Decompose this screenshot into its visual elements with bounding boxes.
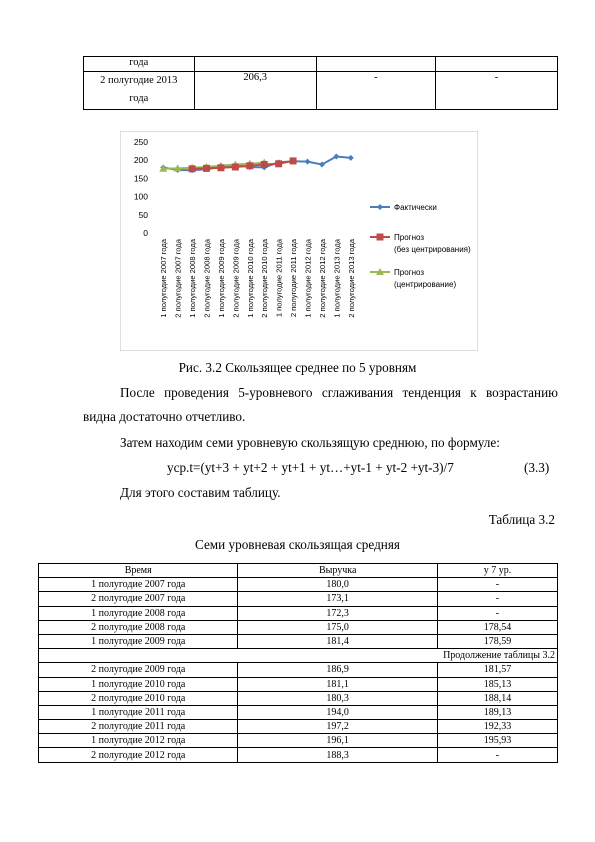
table-title: Семи уровневая скользящая средняя xyxy=(195,537,400,552)
moving-average-chart xyxy=(120,131,478,351)
data-point xyxy=(203,165,210,172)
table-row xyxy=(39,620,558,634)
column-header-time: Время xyxy=(39,564,238,578)
cell-ma7: - xyxy=(437,748,557,762)
cell-time: 1 полугодие 2007 года xyxy=(39,578,238,592)
cell-revenue: 181,4 xyxy=(238,634,437,648)
cell-time: 1 полугодие 2010 года xyxy=(39,677,238,691)
cell-ma7: 178,54 xyxy=(437,620,557,634)
x-tick-label: 2 полугодие 2012 года xyxy=(317,239,327,318)
data-point xyxy=(217,164,224,171)
table-row xyxy=(39,677,558,691)
cell-time: 2 полугодие 2007 года xyxy=(39,592,238,606)
cell-ma7: - xyxy=(437,578,557,592)
y-tick-label: 200 xyxy=(133,155,148,166)
cell-revenue: 197,2 xyxy=(238,720,437,734)
x-tick-label: 1 полугодие 2011 года xyxy=(274,239,284,318)
table-cell xyxy=(194,57,316,72)
table-cell xyxy=(316,57,435,72)
cell-time: 2 полугодие 2011 года xyxy=(39,720,238,734)
table-row xyxy=(39,720,558,734)
table-header-row xyxy=(39,564,558,578)
cell-revenue: 180,3 xyxy=(238,691,437,705)
cell-time: 1 полугодие 2012 года xyxy=(39,734,238,748)
table-cell: - xyxy=(435,72,557,110)
legend-label: Фактически xyxy=(394,203,437,212)
formula: уср.t=(yt+3 + yt+2 + yt+1 + yt…+yt-1 + yt-2 +yt-3)/7 xyxy=(167,460,454,475)
x-tick-label: 2 полугодие 2010 года xyxy=(260,239,270,318)
y-tick-label: 250 xyxy=(133,137,148,147)
cell-revenue: 175,0 xyxy=(238,620,437,634)
x-tick-label: 2 полугодие 2013 года xyxy=(346,238,356,318)
table-row xyxy=(84,72,558,110)
x-tick-label: 1 полугодие 2009 года xyxy=(216,239,226,318)
continuation-label: Продолжение таблицы 3.2 xyxy=(39,649,558,663)
cell-ma7: - xyxy=(437,606,557,620)
table-cell: 206,3 xyxy=(194,72,316,110)
x-tick-label: 2 полугодие 2007 года xyxy=(173,239,183,318)
data-point xyxy=(275,160,282,167)
table-row xyxy=(39,578,558,592)
cell-ma7: 189,13 xyxy=(437,705,557,719)
table-row xyxy=(39,691,558,705)
x-tick-label: 1 полугодие 2013 года xyxy=(332,239,342,318)
x-tick-label: 2 полугодие 2008 года xyxy=(202,239,212,318)
cell-ma7: 178,59 xyxy=(437,634,557,648)
table-row xyxy=(39,734,558,748)
table-cell: 2 полугодие 2013 года xyxy=(84,72,195,110)
cell-ma7: 185,13 xyxy=(437,677,557,691)
table-cell: года xyxy=(84,57,195,72)
x-tick-label: 2 полугодие 2009 года xyxy=(231,239,241,318)
cell-ma7: 188,14 xyxy=(437,691,557,705)
x-tick-label: 2 полугодие 2011 года xyxy=(289,239,299,318)
data-point xyxy=(232,164,239,171)
cell-time: 2 полугодие 2012 года xyxy=(39,748,238,762)
cell-time: 2 полугодие 2010 года xyxy=(39,691,238,705)
seven-level-moving-average-table xyxy=(38,563,558,763)
table-cell: - xyxy=(316,72,435,110)
cell-time: 1 полугодие 2011 года xyxy=(39,705,238,719)
cell-revenue: 172,3 xyxy=(238,606,437,620)
data-point xyxy=(290,157,297,164)
cell-revenue: 186,9 xyxy=(238,663,437,677)
continuation-row xyxy=(39,649,558,663)
y-tick-label: 0 xyxy=(143,228,148,238)
cell-revenue: 173,1 xyxy=(238,592,437,606)
x-tick-label: 1 полугодие 2010 года xyxy=(245,239,255,318)
cell-time: 1 полугодие 2008 года xyxy=(39,606,238,620)
table-cell xyxy=(435,57,557,72)
cell-ma7: 192,33 xyxy=(437,720,557,734)
column-header-ma7: у 7 ур. xyxy=(437,564,557,578)
x-tick-label: 1 полугодие 2012 года xyxy=(303,239,313,318)
legend-label: Прогноз (без центрирования) xyxy=(394,233,471,254)
cell-time: 2 полугодие 2008 года xyxy=(39,620,238,634)
legend-label: Прогноз (центрирование) xyxy=(394,268,457,289)
table-row xyxy=(39,705,558,719)
table-row xyxy=(84,57,558,72)
cell-ma7: 181,57 xyxy=(437,663,557,677)
data-point xyxy=(261,161,268,168)
paragraph-1-line-1: После проведения 5-уровневого сглаживания тенденция к возрастанию xyxy=(120,385,558,400)
column-header-revenue: Выручка xyxy=(238,564,437,578)
paragraph-1-line-2: видна достаточно отчетливо. xyxy=(83,409,246,424)
data-point xyxy=(189,165,196,172)
cell-revenue: 181,1 xyxy=(238,677,437,691)
table-row xyxy=(39,606,558,620)
cell-revenue: 180,0 xyxy=(238,578,437,592)
paragraph-2: Затем находим семи уровневую скользящую среднюю, по формуле: xyxy=(120,435,500,450)
x-tick-label: 1 полугодие 2008 года xyxy=(188,239,198,318)
table-row xyxy=(39,748,558,762)
cell-revenue: 188,3 xyxy=(238,748,437,762)
table-row xyxy=(39,592,558,606)
chart-svg xyxy=(120,131,478,351)
cell-revenue: 194,0 xyxy=(238,705,437,719)
table-label: Таблица 3.2 xyxy=(488,512,555,527)
data-point xyxy=(246,162,253,169)
legend-marker xyxy=(377,234,384,241)
paragraph-3: Для этого составим таблицу. xyxy=(120,485,281,500)
cell-time: 2 полугодие 2009 года xyxy=(39,663,238,677)
y-tick-label: 100 xyxy=(133,191,148,202)
formula-number: (3.3) xyxy=(524,460,550,475)
x-tick-label: 1 полугодие 2007 года xyxy=(159,239,169,318)
cell-ma7: - xyxy=(437,592,557,606)
y-tick-label: 50 xyxy=(138,209,148,220)
cell-ma7: 195,93 xyxy=(437,734,557,748)
figure-caption: Рис. 3.2 Скользящее среднее по 5 уровням xyxy=(178,360,417,375)
table-row xyxy=(39,634,558,648)
table-row xyxy=(39,663,558,677)
previous-table-fragment xyxy=(83,56,558,110)
cell-revenue: 196,1 xyxy=(238,734,437,748)
cell-time: 1 полугодие 2009 года xyxy=(39,634,238,648)
y-tick-label: 150 xyxy=(133,173,148,184)
